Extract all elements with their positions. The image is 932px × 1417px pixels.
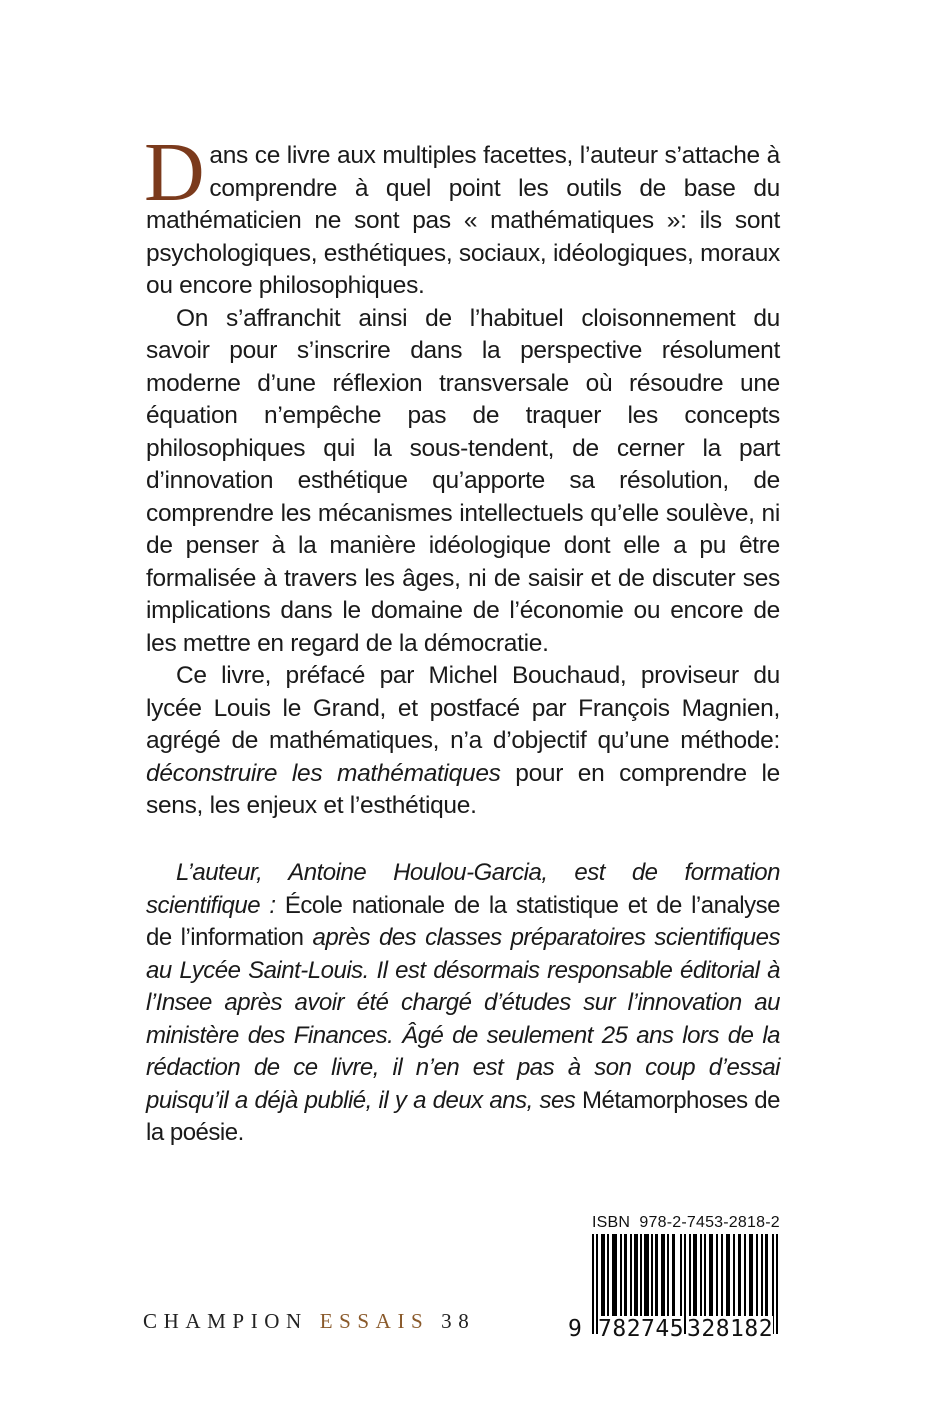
paragraph-1-text: ans ce livre aux multiples facettes, l’auteur s’attache à comprendre à quel point les outils de base du mathématicien ne sont pas « mathématiques »: ils sont psychologiques, esthétiques, sociaux, idéologiques, moraux ou encore philosophiques. xyxy=(146,142,780,299)
blurb-paragraph-1 xyxy=(144,126,780,303)
series-imprint xyxy=(143,1309,475,1334)
bio-previous-book: Métamorphoses de la poésie xyxy=(146,1086,780,1146)
barcode-digit-first: 9 xyxy=(568,1316,582,1342)
paragraph-3-end: pour en comprendre le sens, les enjeux et l’esthétique. xyxy=(146,759,781,819)
bio-body: après des classes préparatoires scientifiques au Lycée Saint-Louis. Il est désormais responsable éditorial à l’Insee après avoir été chargé d’études sur l’innovation au ministère des Finances. Âgé de seulement 25 ans lors de la rédaction de ce livre, il n’en est pas à son coup d’essai puisqu’il a déjà publié, il y a deux ans, ses xyxy=(146,924,781,1114)
paragraph-3-text: Ce livre, préfacé par Michel Bouchaud, proviseur du lycée Louis le Grand, et postfacé par François Magnien, agrégé de mathématiques, n’a d’objectif qu’une méthode: xyxy=(146,662,780,754)
barcode-icon xyxy=(568,1234,782,1354)
bio-school: École nationale de la statistique et de l’analyse de l’information xyxy=(146,891,780,951)
blurb-paragraph-2: On s’affranchit ainsi de l’habituel cloisonnement du savoir pour s’inscrire dans la perspective résolument moderne d’une réflexion transversale où résoudre une équation n’empêche pas de traquer les concepts philosophiques qui la sous-tendent, de cerner la part d’innovation esthétique qu’apporte sa résolution, de comprendre les mécanismes intellectuels qu’elle soulève, ni de penser à la manière idéologique dont elle a pu être formalisée à travers les âges, ni de saisir et de discuter ses implications dans le domaine de l’économie ou encore de les mettre en regard de la démocratie. xyxy=(146,304,780,657)
author-bio xyxy=(146,857,780,1150)
isbn-label: ISBN 978-2-7453-2818-2 xyxy=(592,1214,780,1231)
barcode-digits-left: 782745 xyxy=(598,1316,685,1342)
barcode-digits-right: 328182 xyxy=(687,1316,774,1342)
series-publisher: CHAMPION xyxy=(143,1309,308,1333)
back-cover-text xyxy=(144,126,781,823)
drop-cap: D xyxy=(144,126,205,219)
author-bio-paragraph xyxy=(146,857,780,1150)
series-collection: ESSAIS xyxy=(319,1309,430,1333)
blurb-paragraph-3 xyxy=(146,660,780,823)
isbn-barcode-block xyxy=(568,1214,782,1354)
bio-intro: L’auteur, Antoine Houlou-Garcia, est de formation scientifique : xyxy=(146,859,780,919)
bio-end: . xyxy=(237,1119,244,1146)
paragraph-3-emphasis: déconstruire les mathématiques xyxy=(146,759,501,787)
series-number: 38 xyxy=(441,1309,476,1333)
